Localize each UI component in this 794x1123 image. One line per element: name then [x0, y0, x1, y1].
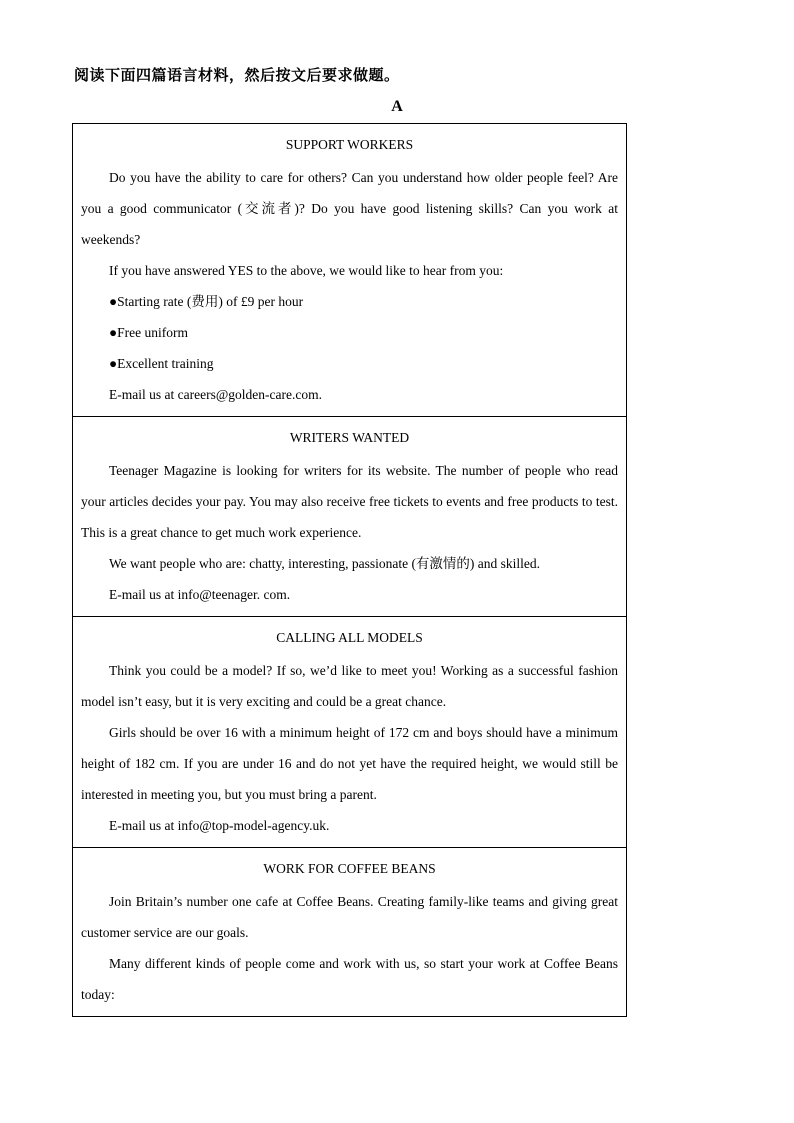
section-letter: A	[391, 98, 403, 115]
benefit-item: ●Free uniform	[109, 325, 189, 340]
ad-calling-all-models	[73, 616, 626, 847]
benefit-item: ●Excellent training	[109, 356, 214, 371]
ad-paragraph: Join Britain’s number one cafe at Coffee Beans. Creating family-like teams and giving great customer service are our goals.	[81, 894, 618, 940]
ad-writers-wanted	[73, 416, 626, 616]
reading-instruction: 阅读下面四篇语言材料，然后按文后要求做题。	[74, 66, 400, 84]
ad-coffee-beans	[73, 847, 626, 1016]
ad-title: SUPPORT WORKERS	[285, 137, 414, 152]
ad-paragraph: If you have answered YES to the above, we would like to hear from you:	[109, 263, 504, 278]
ad-paragraph: Girls should be over 16 with a minimum height of 172 cm and boys should have a minimum height of 182 cm. If you are under 16 and do not yet have the required height, we would still be interested in meeting you, but you must bring a parent.	[81, 725, 618, 802]
ad-paragraph: Many different kinds of people come and work with us, so start your work at Coffee Beans today:	[81, 956, 618, 1002]
ad-email: E-mail us at info@teenager. com.	[109, 587, 291, 602]
ad-paragraph: Think you could be a model? If so, we’d like to meet you! Working as a successful fashion model isn’t easy, but it is very exciting and could be a great chance.	[81, 663, 618, 709]
ad-title: WRITERS WANTED	[289, 430, 410, 445]
ad-paragraph: Do you have the ability to care for others? Can you understand how older people feel? Are you a good communicator (交流者)? Do you have good listening skills? Can you work at weekends?	[81, 170, 618, 247]
ad-email: E-mail us at info@top-model-agency.uk.	[109, 818, 330, 833]
ad-support-workers	[73, 124, 626, 416]
ad-paragraph: Teenager Magazine is looking for writers for its website. The number of people who read your articles decides your pay. You may also receive free tickets to events and free products to test. This is a great chance to get much work experience.	[81, 463, 618, 540]
ad-paragraph: We want people who are: chatty, interesting, passionate (有激情的) and skilled.	[109, 556, 541, 571]
ad-title: WORK FOR COFFEE BEANS	[263, 861, 436, 876]
ad-title: CALLING ALL MODELS	[276, 630, 423, 645]
job-ads-table	[72, 123, 627, 1017]
benefit-item: ●Starting rate (费用) of £9 per hour	[109, 294, 304, 309]
ad-email: E-mail us at careers@golden-care.com.	[109, 387, 322, 402]
